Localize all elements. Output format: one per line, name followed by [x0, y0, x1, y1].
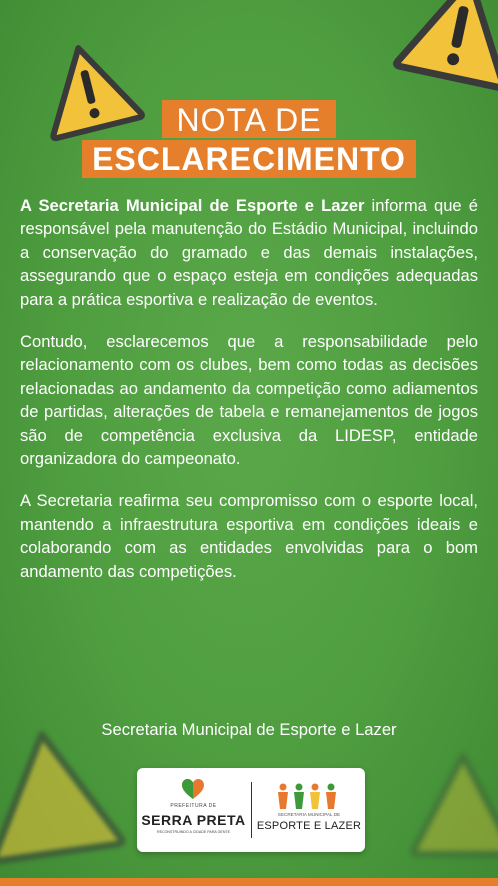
- logo-card: [137, 768, 365, 852]
- warning-sign-icon: [408, 750, 498, 860]
- logo-left-top-text: PREFEITURA DE: [170, 803, 217, 809]
- warning-sign-icon: [390, 0, 498, 93]
- logo-divider: [251, 782, 252, 838]
- sport-figures-icon: [273, 782, 345, 810]
- paragraph-3: A Secretaria reafirma seu compromisso com o esporte local, mantendo a infraestrutura esportiva em condições ideais e colaborando com as entidades envolvidas para o bom andamento das competições.: [20, 491, 478, 581]
- signature: Secretaria Municipal de Esporte e Lazer: [101, 720, 397, 739]
- heart-logo-icon: [181, 778, 205, 800]
- notice-body: [20, 194, 478, 602]
- logo-left-tagline: RECONSTRUINDO A CIDADE PARA GENTE: [156, 830, 231, 834]
- title-line-1: NOTA DE: [162, 100, 335, 138]
- paragraph-1-rest: informa que é responsável pela manutenção do Estádio Municipal, incluindo a conservação do gramado e das demais instalações, assegurando que o espaço esteja em condições adequadas para a prática esportiva e realização de eventos.: [20, 196, 478, 309]
- title-line-2: ESCLARECIMENTO: [82, 140, 416, 178]
- logo-right-name: ESPORTE E LAZER: [256, 820, 362, 832]
- paragraph-2: Contudo, esclarecemos que a responsabilidade pelo relacionamento com os clubes, bem como todas as decisões relacionadas ao andamento da competição como adiamentos de partidas, alterações de tabela e remanejamentos de jogos são de competência exclusiva da LIDESP, entidade organizadora do campeonato.: [20, 332, 478, 469]
- esporte-lazer-logo: [253, 768, 365, 852]
- paragraph-1: [20, 194, 478, 311]
- page-title: [0, 100, 498, 178]
- logo-right-top-text: SECRETARIA MUNICIPAL DE: [277, 812, 341, 817]
- paragraph-1-lead: A Secretaria Municipal de Esporte e Lazer: [20, 196, 365, 215]
- bottom-accent-strip: [0, 878, 498, 886]
- warning-sign-icon: [0, 719, 128, 867]
- logo-left-name: SERRA PRETA: [141, 812, 246, 828]
- serra-preta-logo: [137, 768, 250, 852]
